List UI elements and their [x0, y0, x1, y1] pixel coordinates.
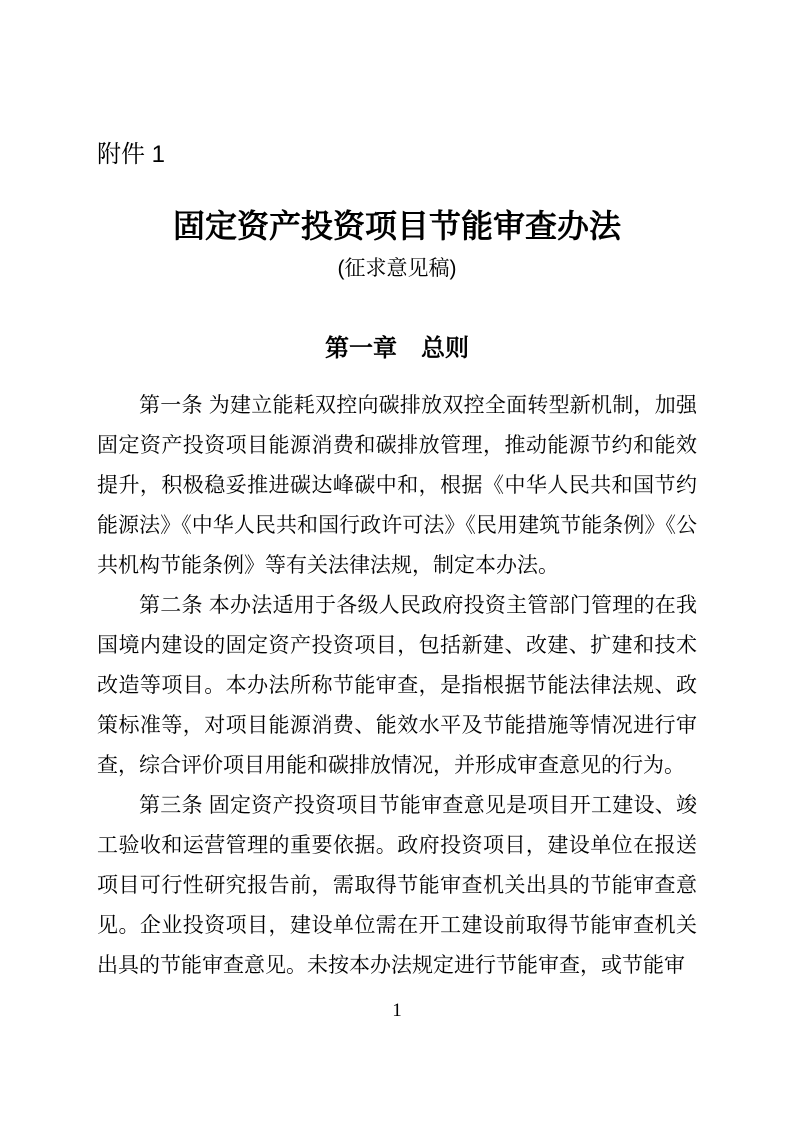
document-subtitle: (征求意见稿) — [337, 257, 457, 280]
document-body — [97, 386, 697, 986]
paragraph-article-2: 第二条 本办法适用于各级人民政府投资主管部门管理的在我国境内建设的固定资产投资项目，包括新建、改建、扩建和技术改造等项目。本办法所称节能审查，是指根据节能法律法规、政策标准等，对项目能源消费、能效水平及节能措施等情况进行审查，综合评价项目用能和碳排放情况，并形成审查意见的行为。 — [97, 594, 697, 777]
page-number: 1 — [392, 1000, 402, 1021]
attachment-label: 附件 1 — [97, 141, 166, 168]
document-title: 固定资产投资项目节能审查办法 — [172, 208, 621, 244]
paragraph-article-1: 第一条 为建立能耗双控向碳排放双控全面转型新机制，加强固定资产投资项目能源消费和碳排放管理，推动能源节约和能效提升，积极稳妥推进碳达峰碳中和，根据《中华人民共和国节约能源法》《中华人民共和国行政许可法》《民用建筑节能条例》《公共机构节能条例》等有关法律法规，制定本办法。 — [97, 394, 697, 577]
chapter-heading: 第一章 总则 — [325, 335, 469, 362]
paragraph-article-3: 第三条 固定资产投资项目节能审查意见是项目开工建设、竣工验收和运营管理的重要依据。政府投资项目，建设单位在报送项目可行性研究报告前，需取得节能审查机关出具的节能审查意见。企业投资项目，建设单位需在开工建设前取得节能审查机关出具的节能审查意见。未按本办法规定进行节能审查，或节能审 — [97, 794, 697, 977]
